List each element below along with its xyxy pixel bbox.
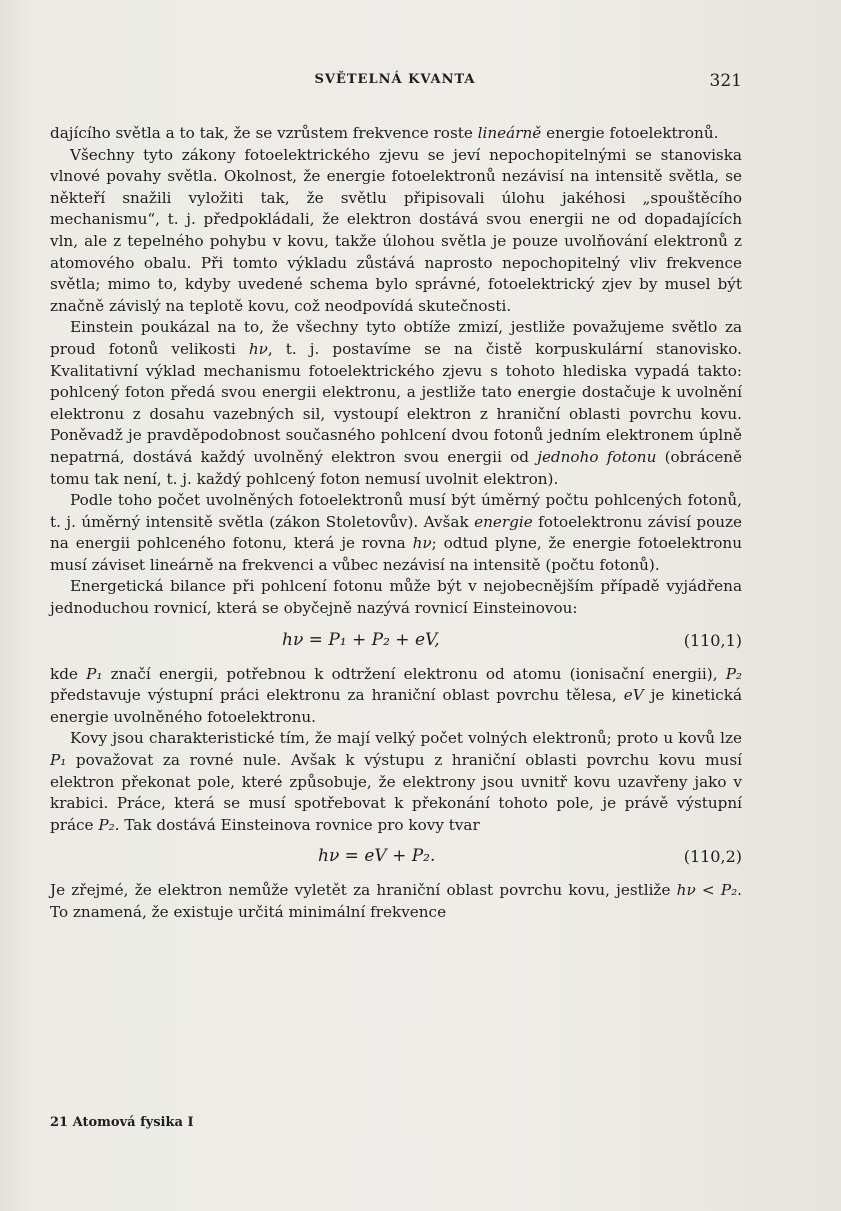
text-run: Podle toho počet uvolněných fotoelektronů musí být úměrný počtu pohlcených fotonů, t. j. úměrný intensitě světla (zákon Stoletovův). Avšak	[50, 491, 742, 531]
paragraph	[50, 576, 742, 619]
text-run: . Tak dostává Einsteinova rovnice pro kovy tvar	[114, 815, 480, 834]
italic-run: P₁	[50, 751, 67, 770]
italic-run: hν	[412, 534, 432, 553]
italic-run: jednoho fotonu	[537, 447, 657, 466]
running-title: SVĚTELNÁ KVANTA	[314, 72, 476, 87]
italic-run: hν	[676, 881, 696, 900]
equation-number: (110,2)	[683, 847, 742, 867]
equation-formula: hν = eV + P₂.	[318, 846, 436, 867]
italic-run: P₂	[725, 664, 742, 683]
text-run: . To znamená, že existuje určitá minimální frekvence	[50, 881, 742, 921]
italic-run: P₂	[720, 881, 738, 900]
equation-formula: hν = P₁ + P₂ + eV,	[282, 629, 440, 650]
paragraph	[50, 664, 742, 729]
text-run: <	[695, 881, 721, 900]
paragraph	[50, 728, 742, 836]
text-run: kde	[50, 664, 87, 683]
equation-einstein-general	[50, 620, 742, 664]
paragraph	[50, 880, 742, 923]
paragraph	[50, 123, 742, 145]
paragraph	[50, 490, 742, 576]
text-run: Einstein poukázal na to, že všechny tyto obtíže zmizí, jestliže považujeme světlo za proud fotonů velikosti	[50, 318, 742, 358]
italic-run: hν	[248, 339, 268, 358]
text-run: značí energii, potřebnou k odtržení elektronu od atomu (ionisační energii),	[102, 664, 726, 683]
text-run: , t. j. postavíme se na čistě korpuskulární stanovisko. Kvalitativní výklad mechanismu fotoelektrického zjevu s tohoto hlediska vypadá takto: pohlcený foton předá svou energii elektronu, a jestliže tato energie dostačuje k uvolnění elektronu z dosahu vazebných sil, vystoupí elektron z hraniční oblasti povrchu kovu. Poněvadž je pravděpodobnost současného pohlcení dvou fotonů jedním elektronem úplně nepatrná, dostává každý uvolněný elektron svou energii od	[50, 339, 742, 466]
text-run: fotoelektronu závisí pouze na energii pohlceného fotonu, která je rovna	[50, 512, 743, 553]
italic-run: P₂	[98, 815, 115, 834]
text-run: ; odtud plyne, že energie fotoelektronu musí záviset lineárně na frekvenci a vůbec nezávisí na intensitě (počtu fotonů).	[50, 534, 742, 574]
text-run: Energetická bilance při pohlcení fotonu může být v nejobecnějším případě vyjádřena jednoduchou rovnicí, která se obyčejně nazývá rovnicí Einsteinovou:	[50, 577, 742, 618]
sheet-signature: 21 Atomová fysika I	[50, 1115, 194, 1130]
italic-run: P₁	[86, 664, 103, 683]
text-run: dajícího světla a to tak, že se vzrůstem frekvence roste	[50, 124, 478, 142]
page-header	[48, 72, 742, 96]
paragraph	[50, 317, 742, 490]
equation-einstein-metals	[50, 836, 742, 880]
italic-run: lineárně	[477, 124, 542, 142]
text-run: (obráceně tomu tak není, t. j. každý pohlcený foton nemusí uvolnit elektron).	[50, 447, 743, 488]
text-run: Je zřejmé, že elektron nemůže vyletět za hraniční oblast povrchu kovu, jestliže	[50, 881, 677, 900]
text-run: je kinetická energie uvolněného fotoelektronu.	[50, 686, 743, 726]
page-number: 321	[709, 71, 742, 91]
text-run: Kovy jsou charakteristické tím, že mají velký počet volných elektronů; proto u kovů lze	[70, 729, 742, 748]
italic-run: energie	[474, 512, 533, 531]
italic-run: eV	[623, 686, 644, 705]
text-run: považovat za rovné nule. Avšak k výstupu z hraniční oblasti povrchu kovu musí elektron překonat pole, které způsobuje, že elektrony jsou uvnitř kovu uzavřeny jako v krabici. Práce, která se musí spotřebovat k překonání tohoto pole, je právě výstupní práce	[50, 751, 742, 834]
text-run: představuje výstupní práci elektronu za hraniční oblast povrchu tělesa,	[50, 686, 624, 705]
equation-number: (110,1)	[683, 630, 742, 650]
paragraph	[50, 145, 742, 318]
body-text	[50, 123, 742, 924]
text-run: Všechny tyto zákony fotoelektrického zjevu se jeví nepochopitelnými se stanoviska vlnové povahy světla. Okolnost, že energie fotoelektronů nezávisí na intensitě světla, se někteří snažili vyložiti tak, že světlu připisovali úlohu jakéhosi „spouštěcího mechanismu“, t. j. předpokládali, že elektron dostává svou energii ne od dopadajících vln, ale z tepelného pohybu v kovu, takže úlohou světla je pouze uvolňování elektronů z atomového obalu. Při tomto výkladu zůstává naprosto nepochopitelný vliv frekvence světla; mimo to, kdyby uvedené schema bylo správné, fotoelektrický zjev by musel být značně závislý na teplotě kovu, což neodpovídá skutečnosti.	[50, 145, 742, 315]
text-run: energie fotoelektronů.	[541, 124, 719, 142]
